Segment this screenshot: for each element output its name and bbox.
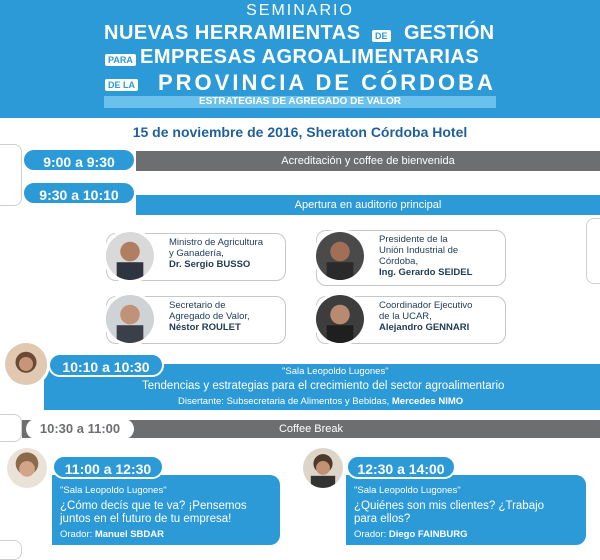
session-time-pill: 10:30 a 11:00 — [26, 419, 134, 439]
speaker-photo — [103, 229, 157, 283]
session-title-bar: Coffee Break — [22, 420, 600, 438]
title-tag-dela: DE LA — [105, 79, 138, 91]
title-line-3: PROVINCIA DE CÓRDOBA — [158, 70, 496, 95]
title-line-1: NUEVAS HERRAMIENTAS — [104, 22, 361, 44]
title-line-1b: GESTIÓN — [404, 22, 495, 44]
speaker-prefix: Disertante: Subsecretaria de Alimentos y Bebidas, — [178, 396, 390, 407]
side-decoration — [0, 540, 22, 560]
speaker-role-line: Córdoba, — [379, 256, 419, 267]
session-body — [346, 475, 586, 545]
session-time-pill: 12:30 a 14:00 — [346, 455, 456, 479]
session-time-pill: 11:00 a 12:30 — [52, 455, 164, 479]
title-subtitle: ESTRATEGIAS DE AGREGADO DE VALOR — [104, 96, 496, 108]
speaker-name: Mercedes NIMO — [391, 396, 464, 407]
session-title-line: juntos en el futuro de tu empresa! — [60, 513, 232, 525]
speaker-role-line: Coordinador Ejecutivo — [379, 300, 473, 311]
speaker-photo — [103, 292, 157, 346]
speaker-role-line: Presidente de la — [379, 234, 448, 245]
speaker-role-line: de la UCAR, — [379, 311, 432, 322]
event-date: 15 de noviembre de 2016, Sheraton Córdoba Hotel — [132, 124, 468, 140]
speaker-prefix: Orador: — [354, 529, 387, 540]
session-title: Tendencias y estrategias para el crecimiento del sector agroalimentario — [142, 380, 505, 392]
speaker-prefix: Orador: — [60, 529, 93, 540]
speaker-photo — [4, 445, 50, 491]
session-title-bar: Apertura en auditorio principal — [136, 195, 600, 215]
speaker-name: Manuel SBDAR — [94, 529, 165, 540]
speaker-name: Alejandro GENNARI — [379, 322, 470, 333]
speaker-role-line: Unión Industrial de — [379, 245, 459, 256]
seminar-label: SEMINARIO — [246, 2, 354, 19]
session-room: "Sala Leopoldo Lugones" — [60, 485, 167, 496]
side-decoration — [0, 414, 22, 442]
side-decoration — [586, 218, 600, 284]
session-speaker — [178, 396, 463, 407]
speaker-name: Diego FAINBURG — [388, 529, 468, 540]
session-speaker — [354, 529, 468, 540]
speaker-role-line: Ministro de Agricultura — [169, 237, 263, 248]
session-title-bar: Acreditación y coffee de bienvenida — [136, 151, 600, 171]
title-tag-para: PARA — [105, 54, 136, 66]
speaker-photo — [313, 229, 367, 283]
session-time-pill: 10:10 a 10:30 — [48, 353, 164, 377]
session-time-pill: 9:00 a 9:30 — [22, 148, 136, 172]
session-title-line: para ellos? — [354, 513, 411, 525]
title-tag-de: DE — [372, 30, 391, 42]
session-title-line: ¿Quiénes son mis clientes? ¿Trabajo — [354, 500, 545, 512]
session-body — [52, 475, 280, 545]
session-speaker — [60, 529, 164, 540]
speaker-photo — [300, 445, 346, 491]
speaker-photo — [313, 292, 367, 346]
speaker-role-line: Secretario de — [169, 300, 226, 311]
speaker-name: Néstor ROULET — [169, 322, 241, 333]
session-time-pill: 9:30 a 10:10 — [22, 181, 136, 205]
speaker-role-line: y Ganadería, — [169, 248, 224, 259]
title-line-2: EMPRESAS AGROALIMENTARIAS — [140, 46, 480, 68]
session-title-line: ¿Cómo decís que te va? ¡Pensemos — [60, 500, 247, 512]
speaker-name: Dr. Sergio BUSSO — [169, 259, 251, 270]
speaker-photo — [2, 340, 50, 388]
speaker-role-line: Agregado de Valor, — [169, 311, 250, 322]
session-room: "Sala Leopoldo Lugones" — [282, 366, 389, 377]
side-decoration — [0, 144, 22, 206]
session-room: "Sala Leopoldo Lugones" — [354, 485, 461, 496]
speaker-name: Ing. Gerardo SEIDEL — [379, 267, 473, 278]
